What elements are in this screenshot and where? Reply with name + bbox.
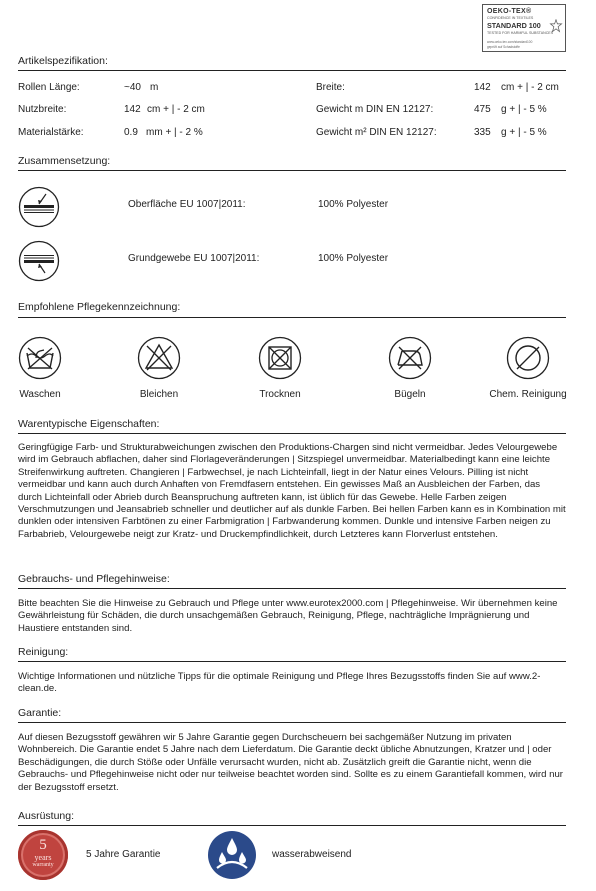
- spec-label-2: Gewicht m DIN EN 12127:: [316, 104, 434, 115]
- base-fabric-icon: [18, 240, 60, 282]
- warranty-badge: [18, 830, 68, 880]
- warranty-text: Auf diesen Bezugsstoff gewähren wir 5 Jahre Garantie gegen Durchscheuern bei sachgemäßer Nutzung im privaten Wohnbereich. Die Garantie endet 5 Jahre nach dem Lieferdatum. Die Garantie deckt übliche Abnutzungen, Kratzer und | oder Beschädigungen, die durch Stöße oder Unfälle verursacht wurden, nicht ab. Zusätzlich greift die Garantie nicht, wenn die Gebrauchs- und Pflegehinweise nicht oder nur teilweise beachtet worden sind. Sollte es zu einem Garantiefall kommen, wird nur der Bezugsstoff ersetzt.: [18, 732, 563, 793]
- cleaning-title: Reinigung:: [18, 646, 69, 658]
- oeko-tex-seal-icon: [549, 19, 563, 33]
- oeko-tex-brand: OEKO-TEX®: [487, 8, 532, 15]
- spec-value: 142: [124, 104, 141, 115]
- oeko-tex-tagline: CONFIDENCE IN TEXTILES: [487, 16, 534, 20]
- spec-value-2: 335: [474, 127, 491, 138]
- spec-value: 0.9: [124, 127, 138, 138]
- warranty-title: Garantie:: [18, 707, 62, 719]
- spec-label: Rollen Länge:: [18, 82, 80, 93]
- care-label: Waschen: [19, 389, 61, 400]
- no-dry-clean-icon: [506, 336, 550, 380]
- composition-title: Zusammensetzung:: [18, 155, 111, 167]
- spec-unit: cm + | - 2 cm: [147, 104, 205, 115]
- warranty-badge-number: 5: [39, 837, 47, 853]
- divider: [18, 170, 566, 171]
- composition-value: 100% Polyester: [318, 199, 389, 210]
- spec-value-2: 475: [474, 104, 491, 115]
- spec-label-2: Breite:: [316, 82, 345, 93]
- spec-label-2: Gewicht m² DIN EN 12127:: [316, 127, 437, 138]
- spec-value: ~40: [124, 82, 141, 93]
- spec-title: Artikelspezifikation:: [18, 55, 108, 67]
- spec-label: Nutzbreite:: [18, 104, 67, 115]
- usage-text: Bitte beachten Sie die Hinweise zu Gebrauch und Pflege unter www.eurotex2000.com | Pflegehinweise. Wir übernehmen keine Gewährleistung für Schäden, die durch unsachgemäßen Gebrauch, Reinigung, Pflege, nachträgliche Imprägnierung und Haustiere entstanden sind.: [18, 598, 558, 634]
- no-washing-icon: [18, 336, 62, 380]
- oeko-tex-line1: www.oeko-tex.com/standard100: [487, 40, 533, 44]
- care-label: Bügeln: [394, 389, 426, 400]
- spec-value-2: 142: [474, 82, 491, 93]
- oeko-tex-standard: STANDARD 100: [487, 21, 541, 30]
- care-label: Bleichen: [139, 389, 179, 400]
- equipment-label: 5 Jahre Garantie: [86, 849, 161, 860]
- divider: [18, 661, 566, 662]
- equipment-label: wasserabweisend: [272, 849, 352, 860]
- oeko-tex-line2: geprüft auf Schadstoffe: [487, 45, 520, 49]
- spec-unit-2: g + | - 5 %: [501, 127, 547, 138]
- spec-unit: m: [150, 82, 159, 93]
- no-bleach-icon: [137, 336, 181, 380]
- oeko-tex-label: [482, 4, 566, 52]
- warranty-badge-small: warranty: [32, 862, 54, 868]
- properties-title: Warentypische Eigenschaften:: [18, 418, 160, 430]
- warranty-badge-word: years: [34, 853, 52, 862]
- properties-text: Geringfügige Farb- und Strukturabweichungen zwischen den Produktions-Chargen sind nicht vermeidbar. Jedes Velourgewebe wird im Gebrauch abflachen, daher sind Florlageveränderungen | Sitzspiegel unvermeidbar. Materialbedingt kann eine leichte Streifenwirkung auftreten. Changieren | Farbwechsel, je nach Lichteinfall, liegt in der Natur eines Velours. Pilling ist nicht vermeidbar und kann auch durch Anhaften von Fremdfasern entstehen. Ein gewisses Maß an Ausbleichen der Farben, das durch Lichteinfall oder Abrieb durch Beanspruchung auftreten kann, ist üblich für das Gewebe. Helle Farben zeigen Verschmutzungen und Jeansabrieb schneller und deutlicher auf als dunkle Farben. Bei hellen Farben kann es in Kombination mit dunklen oder intensiven Farbtönen zu einer Farbmigration | Farbwanderung kommen. Dunkle und intensive Farben neigen zu Farbabrieb, Velourgewebe neigt zur Kratz- und Druckempfindlichkeit, durch Letzteres kann Florverlust entstehen.: [18, 442, 566, 540]
- care-label: Trocknen: [259, 389, 301, 400]
- divider: [18, 433, 566, 434]
- spec-unit-2: cm + | - 2 cm: [501, 82, 559, 93]
- divider: [18, 825, 566, 826]
- composition-label: Oberfläche EU 1007|2011:: [128, 199, 246, 210]
- composition-value: 100% Polyester: [318, 253, 389, 264]
- equipment-title: Ausrüstung:: [18, 810, 75, 822]
- care-label: Chem. Reinigung: [489, 389, 567, 400]
- no-ironing-icon: [388, 336, 432, 380]
- divider: [18, 70, 566, 71]
- surface-fabric-icon: [18, 186, 60, 228]
- water-repellent-icon: [207, 830, 257, 880]
- care-title: Empfohlene Pflegekennzeichnung:: [18, 301, 181, 313]
- cleaning-text: Wichtige Informationen und nützliche Tipps für die optimale Reinigung und Pflege Ihres Bezugsstoffs finden Sie auf www.2-clean.de.: [18, 671, 541, 695]
- divider: [18, 588, 566, 589]
- oeko-tex-number: TESTED FOR HARMFUL SUBSTANCES: [487, 31, 554, 35]
- spec-label: Materialstärke:: [18, 127, 84, 138]
- no-tumble-dry-icon: [258, 336, 302, 380]
- divider: [18, 317, 566, 318]
- composition-label: Grundgewebe EU 1007|2011:: [128, 253, 260, 264]
- usage-title: Gebrauchs- und Pflegehinweise:: [18, 573, 170, 585]
- spec-unit: mm + | - 2 %: [146, 127, 203, 138]
- spec-unit-2: g + | - 5 %: [501, 104, 547, 115]
- divider: [18, 722, 566, 723]
